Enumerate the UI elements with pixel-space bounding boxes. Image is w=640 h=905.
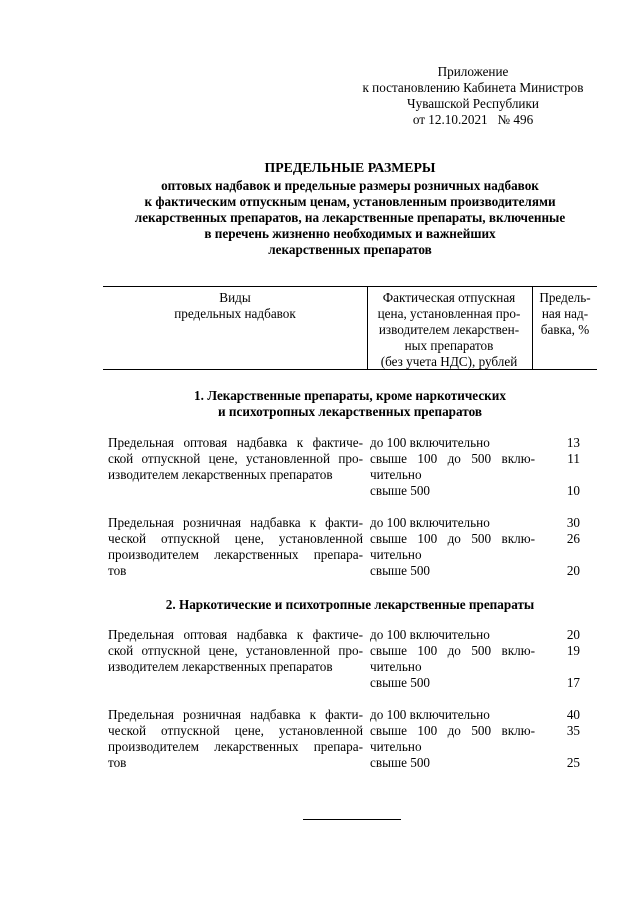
desc-line: ской отпускной цене, установленной про- [108,451,363,466]
appendix-block [348,64,598,128]
desc-line: производителем лекарственных препара- [108,739,363,754]
row-price-ranges [370,707,535,771]
desc-line: тов [108,755,127,770]
row-description [108,435,363,483]
row-markup-values [538,435,580,499]
range-line: до 100 включительно [370,707,490,722]
desc-line: производителем лекарственных препара- [108,547,363,562]
range-line: до 100 включительно [370,515,490,530]
header-markup-type [103,290,367,322]
range-line: свыше 100 до 500 вклю- [370,531,535,546]
range-line: свыше 500 [370,755,431,770]
desc-line: изводителем лекарственных препаратов [108,467,333,482]
markup-value: 20 [566,563,580,578]
desc-line: изводителем лекарственных препаратов [108,659,333,674]
markup-value: 11 [567,451,580,466]
header-text: (без учета НДС), рублей [380,354,518,369]
section-title [103,388,597,420]
header-text: Предель- [539,290,591,305]
row-price-ranges [370,435,535,499]
range-line: свыше 500 [370,675,431,690]
range-line: до 100 включительно [370,627,490,642]
appendix-label: Приложение [437,64,509,79]
header-text: цена, установленная про- [377,306,521,321]
desc-line: ской отпускной цене, установленной про- [108,643,363,658]
markup-value: 35 [566,723,580,738]
markup-value-empty [538,467,580,483]
appendix-decree: к постановлению Кабинета Министров [362,80,584,95]
closing-rule [303,819,401,820]
range-line: свыше 500 [370,563,431,578]
header-markup-percent [533,290,597,338]
title-line: в перечень жизненно необходимых и важнейших [204,226,496,241]
markup-value: 13 [566,435,580,450]
title-line: к фактическим отпускным ценам, установленным производителями [144,194,556,209]
header-price [368,290,530,370]
row-description [108,515,363,579]
header-text: предельных надбавок [174,306,296,321]
desc-line: тов [108,563,127,578]
section-title [103,597,597,613]
markup-value: 20 [566,627,580,642]
table-header [103,286,597,370]
range-line: свыше 100 до 500 вклю- [370,643,535,658]
row-price-ranges [370,515,535,579]
markup-value-empty [538,739,580,755]
document-title [100,160,600,258]
range-line: свыше 500 [370,483,431,498]
markup-value: 25 [566,755,580,770]
markup-value-empty [538,659,580,675]
desc-line: ческой отпускной цене, установленной [108,531,363,546]
row-price-ranges [370,627,535,691]
markup-value: 10 [566,483,580,498]
title-subtitle [100,178,600,258]
range-line: чительно [370,467,422,482]
section-title-line: и психотропных лекарственных препаратов [218,404,482,419]
markup-value: 40 [566,707,580,722]
header-text: Виды [219,290,251,305]
title-main: ПРЕДЕЛЬНЫЕ РАЗМЕРЫ [264,160,436,175]
header-text: бавка, % [540,322,590,337]
appendix-republic: Чувашской Республики [407,96,539,111]
row-description [108,627,363,675]
range-line: свыше 100 до 500 вклю- [370,451,535,466]
markup-value-empty [538,547,580,563]
markup-value: 26 [566,531,580,546]
header-text: ных препаратов [404,338,494,353]
range-line: чительно [370,739,422,754]
desc-line: Предельная розничная надбавка к факти- [108,707,363,722]
desc-line: ческой отпускной цене, установленной [108,723,363,738]
desc-line: Предельная розничная надбавка к факти- [108,515,363,530]
header-text: изводителем лекарствен- [378,322,520,337]
range-line: чительно [370,659,422,674]
title-line: лекарственных препаратов [268,242,432,257]
header-text: ная над- [541,306,589,321]
markup-value: 30 [566,515,580,530]
title-line: лекарственных препаратов, на лекарственные препараты, включенные [134,210,566,225]
row-markup-values [538,515,580,579]
title-line: оптовых надбавок и предельные размеры розничных надбавок [161,178,539,193]
range-line: чительно [370,547,422,562]
row-markup-values [538,627,580,691]
section-title-line: 1. Лекарственные препараты, кроме наркотических [194,388,506,403]
range-line: свыше 100 до 500 вклю- [370,723,535,738]
section-title-line: 2. Наркотические и психотропные лекарственные препараты [165,597,535,612]
desc-line: Предельная оптовая надбавка к фактиче- [108,627,363,642]
markup-value: 17 [566,675,580,690]
row-markup-values [538,707,580,771]
row-description [108,707,363,771]
range-line: до 100 включительно [370,435,490,450]
appendix-date-number: от 12.10.2021 № 496 [412,112,534,127]
markup-value: 19 [566,643,580,658]
header-text: Фактическая отпускная [382,290,516,305]
desc-line: Предельная оптовая надбавка к фактиче- [108,435,363,450]
